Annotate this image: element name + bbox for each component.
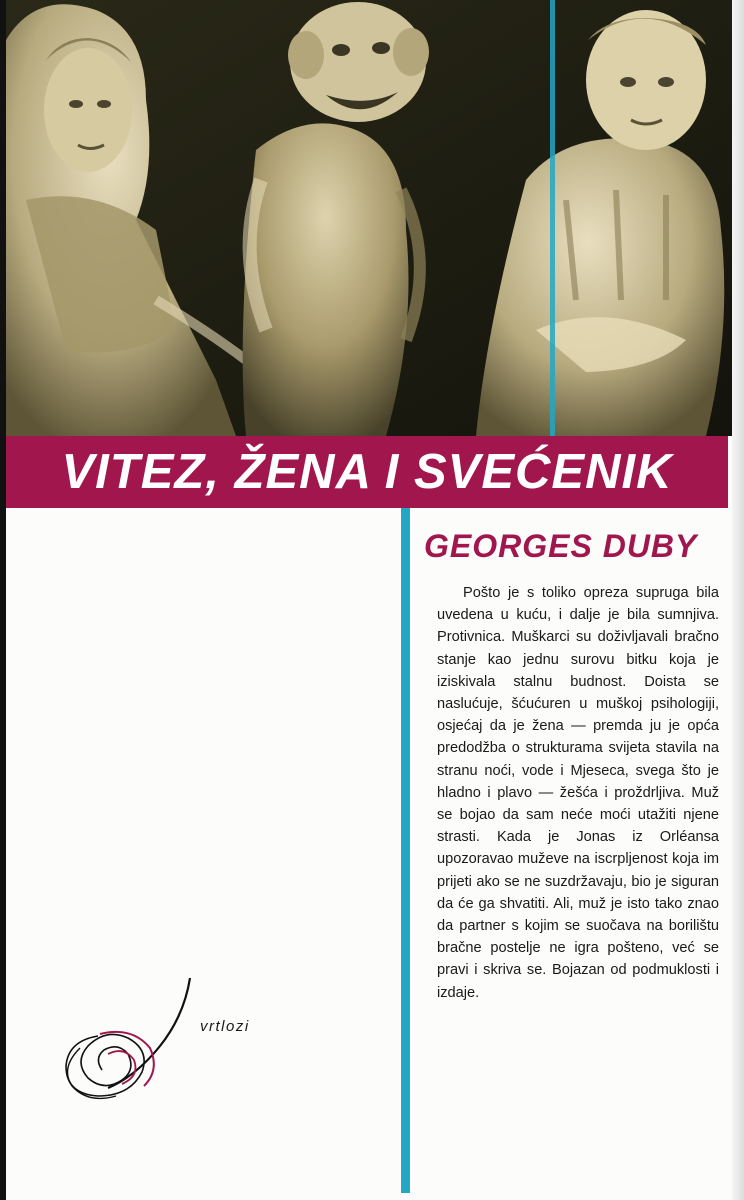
stone-sculpture-photo [6,0,732,436]
series-name: vrtlozi [200,1018,250,1035]
author-name: GEORGES DUBY [424,528,698,564]
back-cover-blurb: Pošto je s toliko opreza supruga bila uvedena u kuću, i dalje je bila sumnjiva. Protivnica. Muškarci su doživljavali bračno stanje kao jednu surovu bitku koja je iziskivala stalnu budnost. Doista se naslućuje, šćućuren u muškoj psihologiji, osjećaj da je žena — premda ju je opća predodžba o strukturama svijeta stavila na stranu noći, vode i Mjeseca, svega što je hladno i plavo — žešća i proždrljiva. Muž se bojao da sam neće moći utažiti njene strasti. Kada je Jonas iz Orléansa upozoravao muževe na iscrpljenost koja im prijeti ako se ne suzdržavaju, bio je siguran da će ga shvatiti. Ali, muž je isto tako znao da partner s kojim se suočava na borilištu bračne postelje ne igra pošteno, već se pravi i skriva se. Bojazan od podmuklosti i izdaje. [437,585,719,1001]
title-band [6,436,728,508]
cyan-divider-line [401,508,410,1193]
cover-photo [6,0,732,436]
vrtlozi-swirl-logo [58,976,198,1104]
book-title: VITEZ, ŽENA I SVEĆENIK [61,445,673,499]
